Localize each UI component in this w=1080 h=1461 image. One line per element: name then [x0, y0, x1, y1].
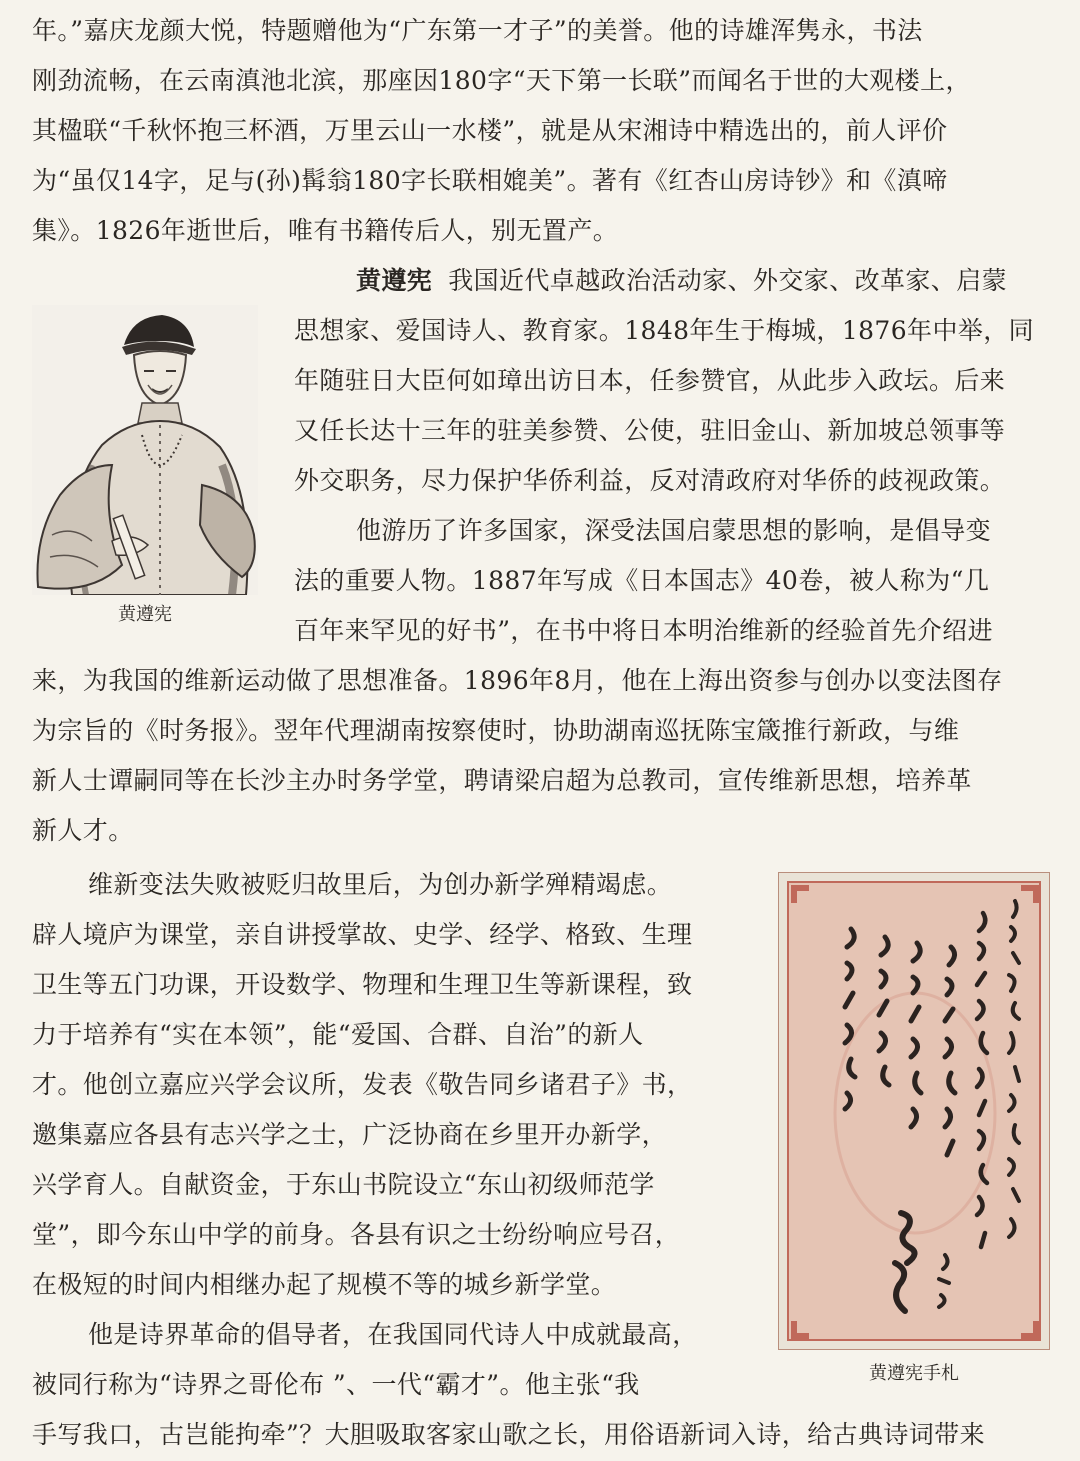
text-line: 才。他创立嘉应兴学会议所，发表《敬告同乡诸君子》书， — [32, 1070, 693, 1099]
text-line: 年。”嘉庆龙颜大悦，特题赠他为“广东第一才子”的美誉。他的诗雄浑隽永，书法 — [32, 16, 923, 45]
text-line: 辟人境庐为课堂，亲自讲授掌故、史学、经学、格致、生理 — [32, 920, 693, 949]
bio-first-line: 我国近代卓越政治活动家、外交家、改革家、启蒙 — [448, 266, 1008, 295]
text-line: 在极短的时间内相继办起了规模不等的城乡新学堂。 — [32, 1270, 617, 1299]
text-line: 新人才。 — [32, 816, 134, 845]
paragraph-huang-zunxian-bio — [294, 256, 1050, 506]
text-line: 刚劲流畅，在云南滇池北滨，那座因180字“天下第一长联”而闻名于世的大观楼上， — [32, 66, 971, 95]
text-line: 外交职务，尽力保护华侨利益，反对清政府对华侨的歧视政策。 — [294, 466, 1006, 495]
text-line: 其楹联“千秋怀抱三杯酒，万里云山一水楼”，就是从宋湘诗中精选出的，前人评价 — [32, 116, 948, 145]
handwritten-letter-image — [778, 872, 1050, 1350]
text-line: 邀集嘉应各县有志兴学之士，广泛协商在乡里开办新学， — [32, 1120, 668, 1149]
text-line: 手写我口，古岂能拘牵”？大胆吸取客家山歌之长，用俗语新词入诗，给古典诗词带来 — [32, 1420, 985, 1449]
text-line — [294, 256, 1050, 306]
paragraph-education — [32, 860, 737, 1310]
text-line: 年随驻日大臣何如璋出访日本，任参赞官，从此步入政坛。后来 — [294, 366, 1006, 395]
text-line: 又任长达十三年的驻美参赞、公使，驻旧金山、新加坡总领事等 — [294, 416, 1006, 445]
paragraph-reform-wide — [32, 656, 1050, 856]
text-line: 为“虽仅14字，足与(孙)髯翁180字长联相媲美”。著有《红杏山房诗钞》和《滇啼 — [32, 166, 948, 195]
text-line: 他游历了许多国家，深受法国启蒙思想的影响，是倡导变 — [356, 516, 992, 545]
text-line: 兴学育人。自献资金，于东山书院设立“东山初级师范学 — [32, 1170, 655, 1199]
text-line: 维新变法失败被贬归故里后，为创办新学殚精竭虑。 — [88, 870, 673, 899]
text-line: 他是诗界革命的倡导者，在我国同代诗人中成就最高， — [88, 1320, 698, 1349]
text-line: 力于培养有“实在本领”，能“爱国、合群、自治”的新人 — [32, 1020, 644, 1049]
text-line: 集》。1826年逝世后，唯有书籍传后人，别无置产。 — [32, 216, 619, 245]
bio-name: 黄遵宪 — [356, 266, 433, 295]
text-line: 被同行称为“诗界之哥伦布 ”、一代“霸才”。他主张“我 — [32, 1370, 640, 1399]
paragraph-poetry-wide — [32, 1410, 1050, 1460]
letter-caption: 黄遵宪手札 — [869, 1363, 959, 1384]
portrait-image — [32, 305, 258, 595]
text-line: 来，为我国的维新运动做了思想准备。1896年8月，他在上海出资参与创办以变法图存 — [32, 666, 1003, 695]
text-line: 法的重要人物。1887年写成《日本国志》40卷，被人称为“几 — [294, 566, 990, 595]
paragraph-song-xiang — [32, 6, 1050, 256]
text-line: 百年来罕见的好书”，在书中将日本明治维新的经验首先介绍进 — [294, 616, 993, 645]
text-line: 思想家、爱国诗人、教育家。1848年生于梅城，1876年中举，同 — [294, 316, 1035, 345]
letter-paper — [787, 881, 1041, 1341]
text-line: 为宗旨的《时务报》。翌年代理湖南按察使时，协助湖南巡抚陈宝箴推行新政，与维 — [32, 716, 960, 745]
text-line: 新人士谭嗣同等在长沙主办时务学堂，聘请梁启超为总教司，宣传维新思想，培养革 — [32, 766, 972, 795]
text-line: 卫生等五门功课，开设数学、物理和生理卫生等新课程，致 — [32, 970, 693, 999]
portrait-caption: 黄遵宪 — [118, 604, 172, 625]
paragraph-reform-narrow — [294, 506, 1050, 656]
paragraph-poetry-narrow — [32, 1310, 737, 1410]
text-line: 堂”，即今东山中学的前身。各县有识之士纷纷响应号召， — [32, 1220, 681, 1249]
